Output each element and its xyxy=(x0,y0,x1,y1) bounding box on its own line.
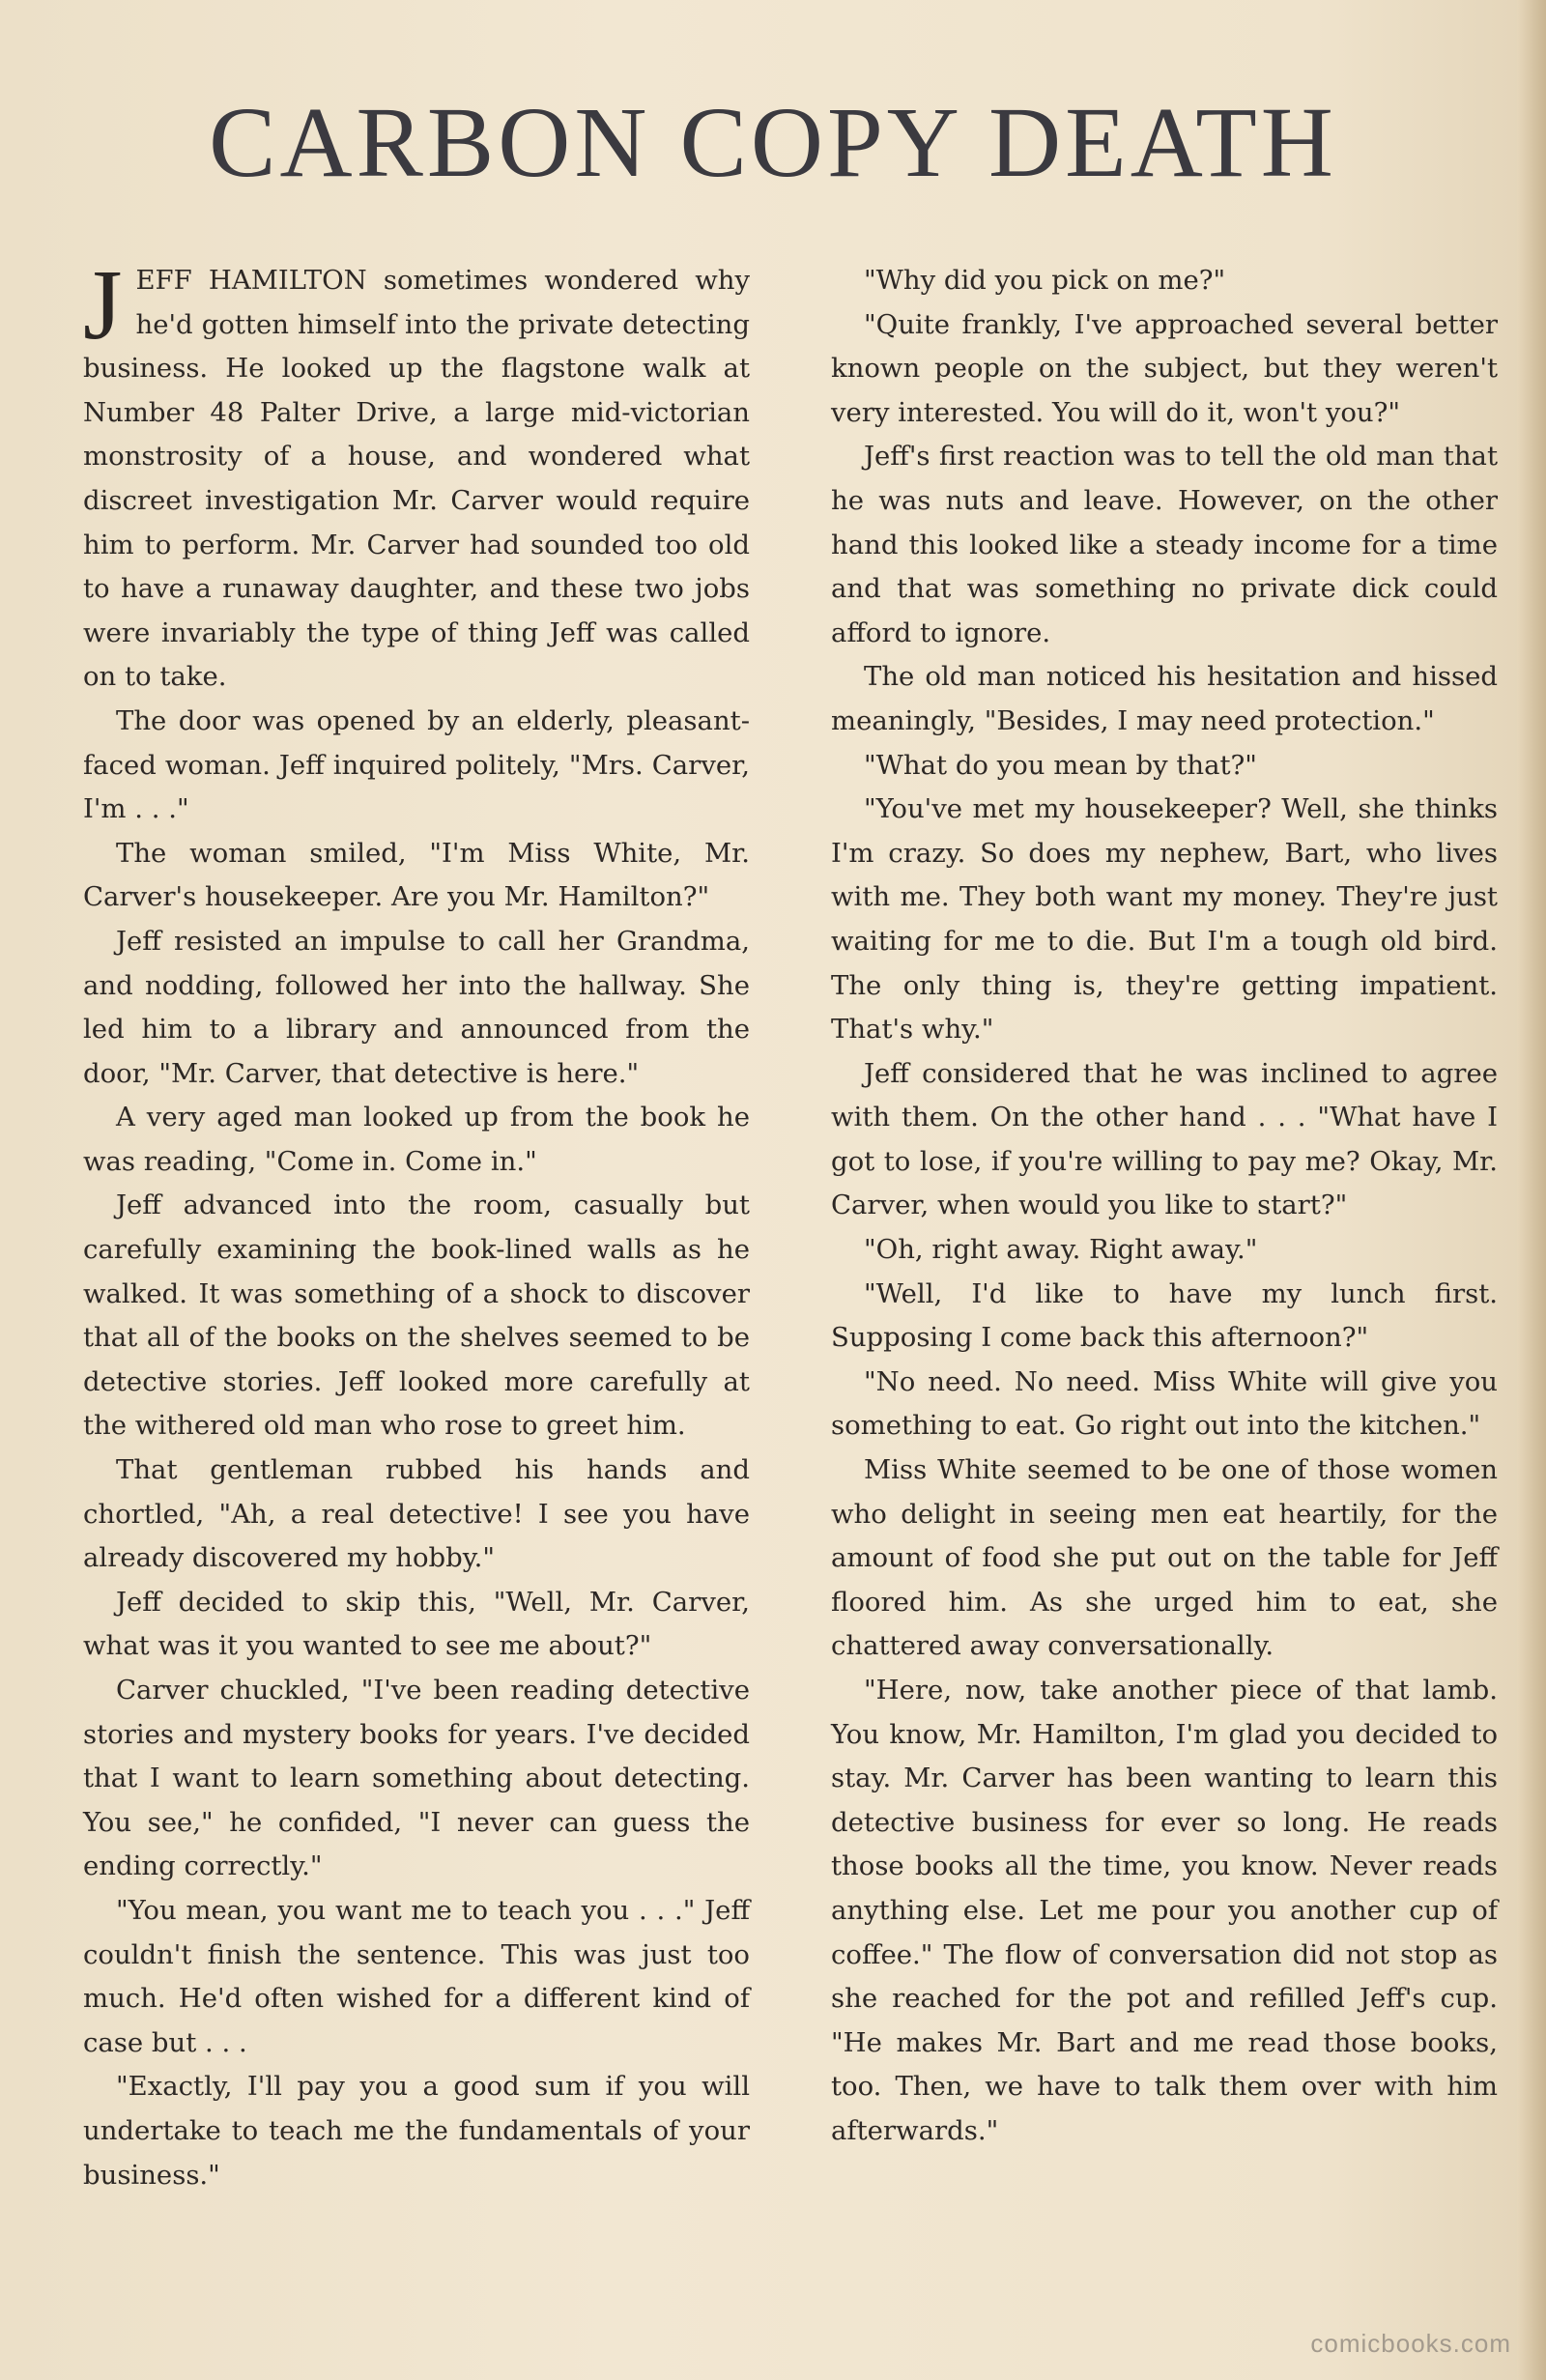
drop-cap: J xyxy=(83,249,123,360)
paragraph-16: "What do you mean by that?" xyxy=(864,749,1257,781)
paragraph-20: "Well, I'd like to have my lunch first. Supposing I come back this afternoon?" xyxy=(831,1277,1498,1354)
paragraph-11: "Exactly, I'll pay you a good sum if you will undertake to teach me the fundamentals of your business." xyxy=(83,2071,750,2191)
paragraph-19: "Oh, right away. Right away." xyxy=(864,1234,1258,1266)
paragraph-4: Jeff resisted an impulse to call her Grandma, and nodding, followed her into the hallway. She led him to a library and announced from the door, "Mr. Carver, that detective is here." xyxy=(83,925,750,1089)
paragraph-1 xyxy=(83,249,750,700)
paragraph-13: "Quite frankly, I've approached several better known people on the subject, but they weren't very interested. You will do it, won't you?" xyxy=(831,308,1498,428)
story-title: CARBON COPY DEATH xyxy=(209,87,1337,198)
paragraph-18: Jeff considered that he was inclined to agree with them. On the other hand . . . "What have I got to lose, if you're willing to pay me? Okay, Mr. Carver, when would you like to start?" xyxy=(831,1057,1498,1221)
paragraph-14: Jeff's first reaction was to tell the old man that he was nuts and leave. However, on the other hand this looked like a steady income for a time and that was something no private dick could afford to ignore. xyxy=(831,441,1498,648)
paragraph-22: Miss White seemed to be one of those women who delight in seeing men eat heartily, for the amount of food she put out on the table for Jeff floored him. As she urged him to eat, she chattered away conversationally. xyxy=(831,1454,1498,1662)
paragraph-6: Jeff advanced into the room, casually but carefully examining the book-lined walls as he walked. It was something of a shock to discover that all of the books on the shelves seemed to be detective stories. Jeff looked more carefully at the withered old man who rose to greet him. xyxy=(83,1190,750,1442)
paragraph-15: The old man noticed his hesitation and hissed meaningly, "Besides, I may need protection." xyxy=(831,661,1498,736)
paragraph-9: Carver chuckled, "I've been reading detective stories and mystery books for years. I've decided that I want to learn something about detecting. You see," he confided, "I never can guess the ending correctly." xyxy=(83,1675,750,1882)
paragraph-1-text: EFF HAMILTON sometimes wondered why he'd gotten himself into the private detecting business. He looked up the flagstone walk at Number 48 Palter Drive, a large mid-victorian monstrosity of a house, and wondered what discreet investigation Mr. Carver would require him to perform. Mr. Carver had sounded too old to have a runaway daughter, and these two jobs were invariably the type of thing Jeff was called on to take. xyxy=(83,265,750,693)
paragraph-12: "Why did you pick on me?" xyxy=(864,265,1226,296)
paragraph-23: "Here, now, take another piece of that lamb. You know, Mr. Hamilton, I'm glad you decided to stay. Mr. Carver has been wanting to learn this detective business for ever so long. He reads those books all the time, you know. Never reads anything else. Let me pour you another cup of coffee." The flow of conversation did not stop as she reached for the pot and refilled Jeff's cup. "He makes Mr. Bart and me read those books, too. Then, we have to talk them over with him afterwards." xyxy=(831,1675,1498,2146)
page-spine xyxy=(1517,0,1546,2380)
left-column xyxy=(83,249,750,2197)
paragraph-2: The door was opened by an elderly, pleasant-faced woman. Jeff inquired politely, "Mrs. Carver, I'm . . ." xyxy=(83,704,750,825)
paragraph-10: "You mean, you want me to teach you . . ." Jeff couldn't finish the sentence. This was just too much. He'd often wished for a different kind of case but . . . xyxy=(83,1894,750,2058)
paragraph-17: "You've met my housekeeper? Well, she thinks I'm crazy. So does my nephew, Bart, who lives with me. They both want my money. They're just waiting for me to die. But I'm a tough old bird. The only thing is, they're getting impatient. That's why." xyxy=(831,793,1498,1046)
paragraph-5: A very aged man looked up from the book he was reading, "Come in. Come in." xyxy=(83,1102,750,1177)
paragraph-3: The woman smiled, "I'm Miss White, Mr. Carver's housekeeper. Are you Mr. Hamilton?" xyxy=(83,837,750,913)
paragraph-7: That gentleman rubbed his hands and chortled, "Ah, a real detective! I see you have already discovered my hobby." xyxy=(83,1454,750,1574)
right-column xyxy=(831,259,1498,2154)
paragraph-8: Jeff decided to skip this, "Well, Mr. Carver, what was it you wanted to see me about?" xyxy=(83,1586,750,1662)
site-watermark: comicbooks.com xyxy=(1310,2329,1511,2358)
paragraph-21: "No need. No need. Miss White will give you something to eat. Go right out into the kitchen." xyxy=(831,1365,1498,1442)
